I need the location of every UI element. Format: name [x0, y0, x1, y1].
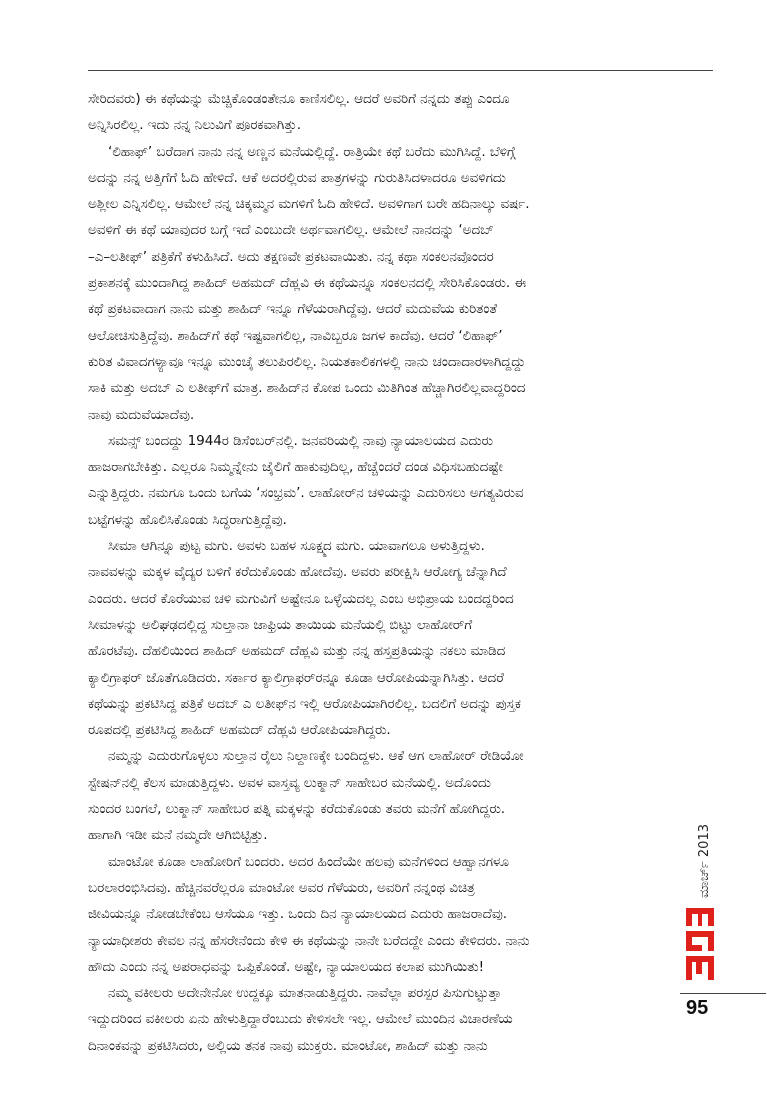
text-line: ಸುಂದರ ಬಂಗಲೆ, ಲುಕ್ಮಾನ್ ಸಾಹೇಬರ ಪತ್ನಿ ಮಕ್ಕಳನ್ನು ಕರೆದುಕೊಂಡು ತವರು ಮನೆಗೆ ಹೋಗಿದ್ದರು. [88, 801, 506, 818]
text-line: ಎನ್ನುತ್ತಿದ್ದರು. ನಮಗೂ ಒಂದು ಬಗೆಯ ‘ಸಂಭ್ರಮ’. ಲಾಹೋರ್‌ನ ಚಳಿಯನ್ನು ಎದುರಿಸಲು ಅಗತ್ಯವಿರುವ [88, 485, 524, 502]
article-body [88, 86, 673, 1059]
text-line: ಸಮನ್ಸ್ ಬಂದದ್ದು 1944ರ ಡಿಸೆಂಬರ್‌ನಲ್ಲಿ. ಜನವರಿಯಲ್ಲಿ ನಾವು ನ್ಯಾಯಾಲಯದ ಎದುರು [108, 432, 493, 449]
text-line: ಬಟ್ಟೆಗಳನ್ನು ಹೊಲಿಸಿಕೊಂಡು ಸಿದ್ಧರಾಗುತ್ತಿದ್ದೆವು. [88, 511, 287, 528]
text-line: ಅದನ್ನು ನನ್ನ ಅತ್ತಿಗೆಗೆ ಓದಿ ಹೇಳಿದೆ. ಆಕೆ ಅದರಲ್ಲಿರುವ ಪಾತ್ರಗಳನ್ನು ಗುರುತಿಸಿದಳಾದರೂ ಅವಳಿಗದು [88, 169, 506, 186]
text-line: ನಾವವಳನ್ನು ಮಕ್ಕಳ ವೈದ್ಯರ ಬಳಿಗೆ ಕರೆದುಕೊಂಡು ಹೋದೆವು. ಅವರು ಪರೀಕ್ಷಿಸಿ ಆರೋಗ್ಯ ಚೆನ್ನಾಗಿದೆ [88, 564, 507, 581]
text-line: –ಎ–ಲತೀಫ್’ ಪತ್ರಿಕೆಗೆ ಕಳುಹಿಸಿದೆ. ಅದು ತಕ್ಷಣವೇ ಪ್ರಕಟವಾಯಿತು. ನನ್ನ ಕಥಾ ಸಂಕಲನವೊಂದರ [88, 248, 494, 265]
page-number: 95 [686, 997, 709, 1019]
text-line: ಅನ್ನಿಸಿರಲಿಲ್ಲ. ಇದು ನನ್ನ ನಿಲುವಿಗೆ ಪೂರಕವಾಗಿತ್ತು. [88, 117, 302, 134]
text-line: ನಮ್ಮನ್ನು ಎದುರುಗೊಳ್ಳಲು ಸುಲ್ತಾನ ರೈಲು ನಿಲ್ದಾಣಕ್ಕೇ ಬಂದಿದ್ದಳು. ಆಕೆ ಆಗ ಲಾಹೋರ್ ರೇಡಿಯೋ [108, 748, 524, 765]
text-line: ಸೇರಿದವರು) ಈ ಕಥೆಯನ್ನು ಮೆಚ್ಚಿಕೊಂಡಂತೇನೂ ಕಾಣಿಸಲಿಲ್ಲ. ಆದರೆ ಅವರಿಗೆ ನನ್ನದು ತಪ್ಪು ಎಂದೂ [88, 91, 510, 107]
text-line: ಹಾಗಾಗಿ ಇಡೀ ಮನೆ ನಮ್ಮದೇ ಆಗಿಬಿಟ್ಟಿತ್ತು. [88, 827, 268, 844]
text-line: ಕಥೆ ಪ್ರಕಟವಾದಾಗ ನಾನು ಮತ್ತು ಶಾಹಿದ್ ಇನ್ನೂ ಗೆಳೆಯರಾಗಿದ್ದೆವು. ಆದರೆ ಮದುವೆಯ ಕುರಿತಂತೆ [88, 301, 497, 318]
text-line: ಇದ್ದುದರಿಂದ ವಕೀಲರು ಏನು ಹೇಳುತ್ತಿದ್ದಾರೆಂಬುದು ಕೇಳಿಸಲೇ ಇಲ್ಲ. ಆಮೇಲೆ ಮುಂದಿನ ವಿಚಾರಣೆಯ [88, 1011, 513, 1028]
text-line: ಪ್ರಕಾಶನಕ್ಕೆ ಮುಂದಾಗಿದ್ದ ಶಾಹಿದ್ ಅಹಮದ್ ದೆಹ್ಲವಿ ಈ ಕಥೆಯನ್ನೂ ಸಂಕಲನದಲ್ಲಿ ಸೇರಿಸಿಕೊಂಡರು. ಈ [88, 275, 527, 292]
text-line: ಆಲೋಚಿಸುತ್ತಿದ್ದೆವು. ಶಾಹಿದ್‌ಗೆ ಕಥೆ ಇಷ್ಟವಾಗಲಿಲ್ಲ, ನಾವಿಬ್ಬರೂ ಜಗಳ ಕಾದೆವು. ಆದರೆ ‘ಲಿಹಾಫ್’ [88, 327, 503, 344]
magazine-logo [683, 905, 717, 983]
text-line: ರೂಪದಲ್ಲಿ ಪ್ರಕಟಿಸಿದ್ದ ಶಾಹಿದ್ ಅಹಮದ್ ದೆಹ್ಲವಿ ಆರೋಪಿಯಾಗಿದ್ದರು. [88, 722, 391, 739]
text-line: ಸ್ಟೇಷನ್‌ನಲ್ಲಿ ಕೆಲಸ ಮಾಡುತ್ತಿದ್ದಳು. ಅವಳ ವಾಸ್ತವ್ಯ ಲುಕ್ಮಾನ್ ಸಾಹೇಬರ ಮನೆಯಲ್ಲಿ. ಅದೊಂದು [88, 774, 491, 791]
text-line: ನ್ಯಾಯಾಧೀಶರು ಕೇವಲ ನನ್ನ ಹೆಸರೇನೆಂದು ಕೇಳಿ ಈ ಕಥೆಯನ್ನು ನಾನೇ ಬರೆದದ್ದೇ ಎಂದು ಕೇಳಿದರು. ನಾನು [88, 932, 530, 949]
text-line: ಜೀವಿಯನ್ನೂ ನೋಡಬೇಕೆಂಬ ಆಸೆಯೂ ಇತ್ತು. ಒಂದು ದಿನ ನ್ಯಾಯಾಲಯದ ಎದುರು ಹಾಜರಾದೆವು. [88, 906, 508, 923]
text-line: ಕುರಿತ ವಿವಾದಗಳ್ಯಾವೂ ಇನ್ನೂ ಮುಂಚೈ ತಲುಪಿರಲಿಲ್ಲ. ನಿಯತಕಾಲಿಕಗಳಲ್ಲಿ ನಾನು ಚಂದಾದಾರಳಾಗಿದ್ದದ್ದು [88, 353, 526, 370]
text-line: ಹೌದು ಎಂದು ನನ್ನ ಅಪರಾಧವನ್ನು ಒಪ್ಪಿಕೊಂಡೆ. ಅಷ್ಟೇ, ನ್ಯಾಯಾಲಯದ ಕಲಾಪ ಮುಗಿಯಿತು! [88, 958, 484, 975]
text-line: ಹಾಜರಾಗಬೇಕಿತ್ತು. ಎಲ್ಲರೂ ನಿಮ್ಮನ್ನೇನು ಜೈಲಿಗೆ ಹಾಕುವುದಿಲ್ಲ, ಹೆಚ್ಚೆಂದರೆ ದಂಡ ವಿಧಿಸಬಹುದಷ್ಟೇ [88, 459, 503, 476]
text-line: ಎಂದರು. ಆದರೆ ಕೊರೆಯುವ ಚಳಿ ಮಗುವಿಗೆ ಅಷ್ಟೇನೂ ಒಳ್ಳೆಯದಲ್ಲ ಎಂಬ ಅಭಿಪ್ರಾಯ ಬಂದದ್ದರಿಂದ [88, 590, 514, 607]
text-line: ಸೀಮಾ ಆಗಿನ್ನೂ ಪುಟ್ಟ ಮಗು. ಅವಳು ಬಹಳ ಸೂಕ್ಷ್ಮದ ಮಗು. ಯಾವಾಗಲೂ ಅಳುತ್ತಿದ್ದಳು. [108, 538, 485, 555]
text-line: ಹೊರಟೆವು. ದೆಹಲಿಯಿಂದ ಶಾಹಿದ್ ಅಹಮದ್ ದೆಹ್ಲವಿ ಮತ್ತು ನನ್ನ ಹಸ್ತಪ್ರತಿಯನ್ನು ನಕಲು ಮಾಡಿದ [88, 643, 506, 660]
text-line: ಕ್ಯಾಲಿಗ್ರಾಫರ್ ಜೊತೆಗೂಡಿದರು. ಸರ್ಕಾರ ಕ್ಯಾಲಿಗ್ರಾಫರ್‌ರನ್ನೂ ಕೂಡಾ ಆರೋಪಿಯನ್ನಾಗಿಸಿತ್ತು. ಆದರೆ [88, 669, 504, 686]
text-line: ದಿನಾಂಕವನ್ನು ಪ್ರಕಟಿಸಿದರು, ಅಲ್ಲಿಯ ತನಕ ನಾವು ಮುಕ್ತರು. ಮಾಂಟೋ, ಶಾಹಿದ್ ಮತ್ತು ನಾನು [88, 1037, 488, 1054]
text-line: ನಮ್ಮ ವಕೀಲರು ಅದೇನೇನೋ ಉದ್ದಕ್ಕೂ ಮಾತನಾಡುತ್ತಿದ್ದರು. ನಾವೆಲ್ಲಾ ಪರಸ್ಪರ ಪಿಸುಗುಟ್ಟುತ್ತಾ [108, 985, 502, 1002]
text-line: ಸಾಕಿ ಮತ್ತು ಅದಬ್ ಎ ಲತೀಫ್‌ಗೆ ಮಾತ್ರ. ಶಾಹಿದ್‌ನ ಕೋಪ ಒಂದು ಮಿತಿಗಿಂತ ಹೆಚ್ಚಾಗಿರಲಿಲ್ಲವಾದ್ದರಿಂದ [88, 380, 526, 397]
text-line: ಅಶ್ಲೀಲ ಎನ್ನಿಸಲಿಲ್ಲ. ಆಮೇಲೆ ನನ್ನ ಚಿಕ್ಕಮ್ಮನ ಮಗಳಿಗೆ ಓದಿ ಹೇಳಿದೆ. ಅವಳಿಗಾಗ ಬರೇ ಹದಿನಾಲ್ಕು ವರ್ಷ. [88, 196, 530, 213]
text-line: ಸೀಮಾಳನ್ನು ಅಲಿಘಢದಲ್ಲಿದ್ದ ಸುಲ್ತಾನಾ ಜಾಫ್ರಿಯ ತಾಯಿಯ ಮನೆಯಲ್ಲಿ ಬಿಟ್ಟು ಲಾಹೋರ್‌ಗೆ [88, 616, 473, 633]
text-line: ಕಥೆಯನ್ನು ಪ್ರಕಟಿಸಿದ್ದ ಪತ್ರಿಕೆ ಅದಬ್ ಎ ಲತೀಫ್‌ನ ಇಲ್ಲಿ ಆರೋಪಿಯಾಗಿರಲಿಲ್ಲ. ಬದಲಿಗೆ ಅದನ್ನು ಪುಸ್ತಕ [88, 695, 521, 712]
issue-date: ಮಾರ್ಚ್ 2013 [697, 824, 712, 898]
text-line: ‘ಲಿಹಾಫ್’ ಬರೆದಾಗ ನಾನು ನನ್ನ ಅಣ್ಣನ ಮನೆಯಲ್ಲಿದ್ದೆ. ರಾತ್ರಿಯೇ ಕಥೆ ಬರೆದು ಮುಗಿಸಿದ್ದೆ. ಬೆಳಿಗ್ಗೆ [108, 143, 516, 160]
text-line: ಬರಲಾರಂಭಿಸಿದವು. ಹೆಚ್ಚಿನವರೆಲ್ಲರೂ ಮಾಂಟೋ ಅವರ ಗೆಳೆಯರು, ಅವರಿಗೆ ನನ್ನಂಥ ವಿಚಿತ್ರ [88, 879, 475, 896]
text-line: ಮಾಂಟೋ ಕೂಡಾ ಲಾಹೋರಿಗೆ ಬಂದರು. ಅದರ ಹಿಂದೆಯೇ ಹಲವು ಮನೆಗಳಿಂದ ಆಹ್ವಾನಗಳೂ [108, 853, 509, 870]
text-line: ನಾವು ಮದುವೆಯಾದೆವು. [88, 406, 195, 423]
top-rule [88, 70, 713, 71]
page-number-rule [680, 993, 766, 994]
text-line: ಅವಳಿಗೆ ಈ ಕಥೆ ಯಾವುದರ ಬಗ್ಗೆ ಇದೆ ಎಂಬುದೇ ಅರ್ಥವಾಗಲಿಲ್ಲ. ಆಮೇಲೆ ನಾನದನ್ನು ‘ಅದಬ್ [88, 222, 494, 239]
